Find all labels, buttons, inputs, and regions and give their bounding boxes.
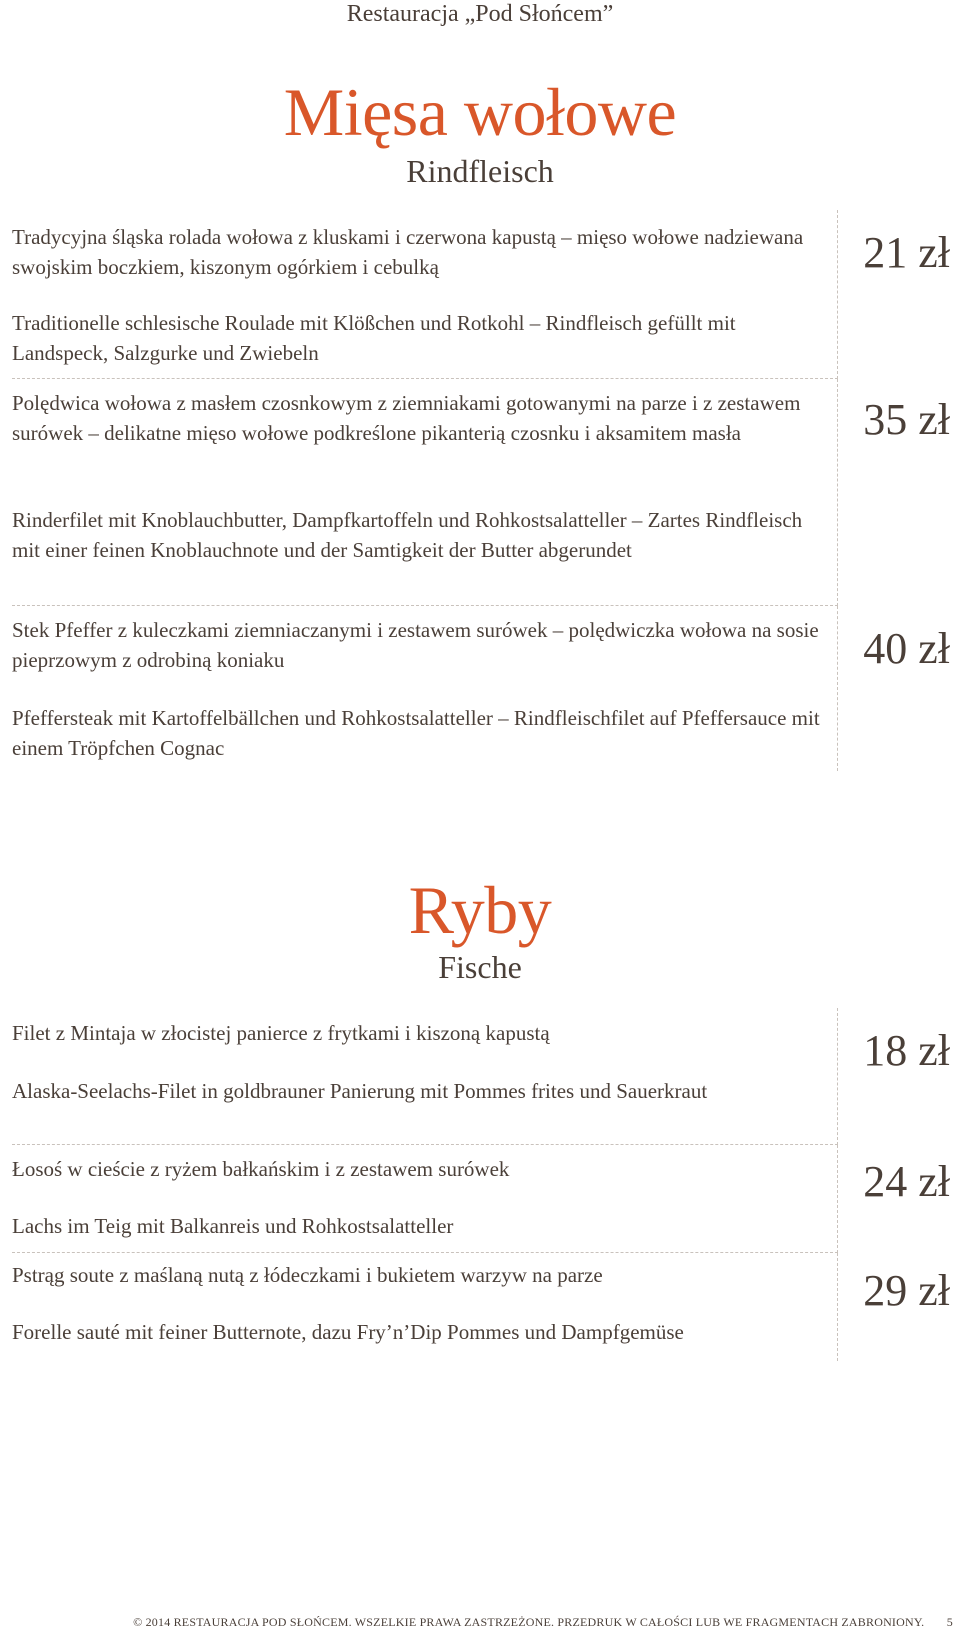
- item-price: 29 zł: [863, 1266, 950, 1315]
- restaurant-name: Restauracja „Pod Słońcem”: [346, 1, 614, 27]
- item-price: 24 zł: [863, 1157, 950, 1206]
- item-description-de: Forelle sauté mit feiner Butternote, dazu Fry’n’Dip Pommes und Dampfgemüse: [12, 1320, 684, 1344]
- menu-item: [12, 1008, 950, 1145]
- menu-item: [12, 210, 950, 379]
- menu-item: [12, 1145, 950, 1253]
- page-number: 5: [946, 1615, 953, 1629]
- menu-item: [12, 606, 950, 771]
- item-description-pl: Pstrąg soute z maślaną nutą z łódeczkami i bukietem warzyw na parze: [12, 1263, 603, 1287]
- item-price: 18 zł: [863, 1026, 950, 1075]
- item-price: 35 zł: [863, 395, 950, 444]
- item-price: 21 zł: [863, 228, 950, 277]
- copyright-notice: © 2014 RESTAURACJA POD SŁOŃCEM. WSZELKIE PRAWA ZASTRZEŻONE. PRZEDRUK W CAŁOŚCI LUB WE FRAGMENTACH ZABRONIONY.: [133, 1615, 925, 1629]
- item-description-de: Alaska-Seelachs-Filet in goldbrauner Panierung mit Pommes frites und Sauerkraut: [12, 1079, 708, 1103]
- item-description-de: Traditionelle schlesische Roulade mit Klößchen und Rotkohl – Rindfleisch gefüllt mit Landspeck, Salzgurke und Zwiebeln: [12, 311, 736, 365]
- section-subtitle-beef: Rindfleisch: [406, 153, 554, 189]
- item-description-de: Lachs im Teig mit Balkanreis und Rohkostsalatteller: [12, 1214, 454, 1238]
- item-price: 40 zł: [863, 624, 950, 673]
- item-description-de: Pfeffersteak mit Kartoffelbällchen und Rohkostsalatteller – Rindfleischfilet auf Pfeffersauce mit einem Tröpfchen Cognac: [12, 706, 820, 760]
- section-subtitle-fish: Fische: [438, 949, 522, 985]
- item-description-de: Rinderfilet mit Knoblauchbutter, Dampfkartoffeln und Rohkostsalatteller – Zartes Rindfleisch mit einer feinen Knoblauchnote und der Samtigkeit der Butter abgerundet: [12, 508, 803, 562]
- section-title-fish: Ryby: [408, 872, 552, 948]
- footer: [0, 1614, 953, 1630]
- item-description-pl: Filet z Mintaja w złocistej panierce z frytkami i kiszoną kapustą: [12, 1021, 550, 1045]
- item-description-pl: Łosoś w cieście z ryżem bałkańskim i z zestawem surówek: [12, 1157, 510, 1181]
- item-description-pl: Polędwica wołowa z masłem czosnkowym z ziemniakami gotowanymi na parze i z zestawem surówek – delikatne mięso wołowe podkreślone pikanterią czosnku i aksamitem masła: [12, 391, 801, 445]
- section-title-beef: Mięsa wołowe: [283, 74, 677, 150]
- item-description-pl: Stek Pfeffer z kuleczkami ziemniaczanymi i zestawem surówek – polędwiczka wołowa na sosie pieprzowym z odrobiną koniaku: [12, 618, 819, 672]
- item-description-pl: Tradycyjna śląska rolada wołowa z kluskami i czerwona kapustą – mięso wołowe nadziewana swojskim boczkiem, kiszonym ogórkiem i cebulką: [12, 225, 804, 279]
- menu-item: [12, 1253, 950, 1361]
- menu-item: [12, 379, 950, 606]
